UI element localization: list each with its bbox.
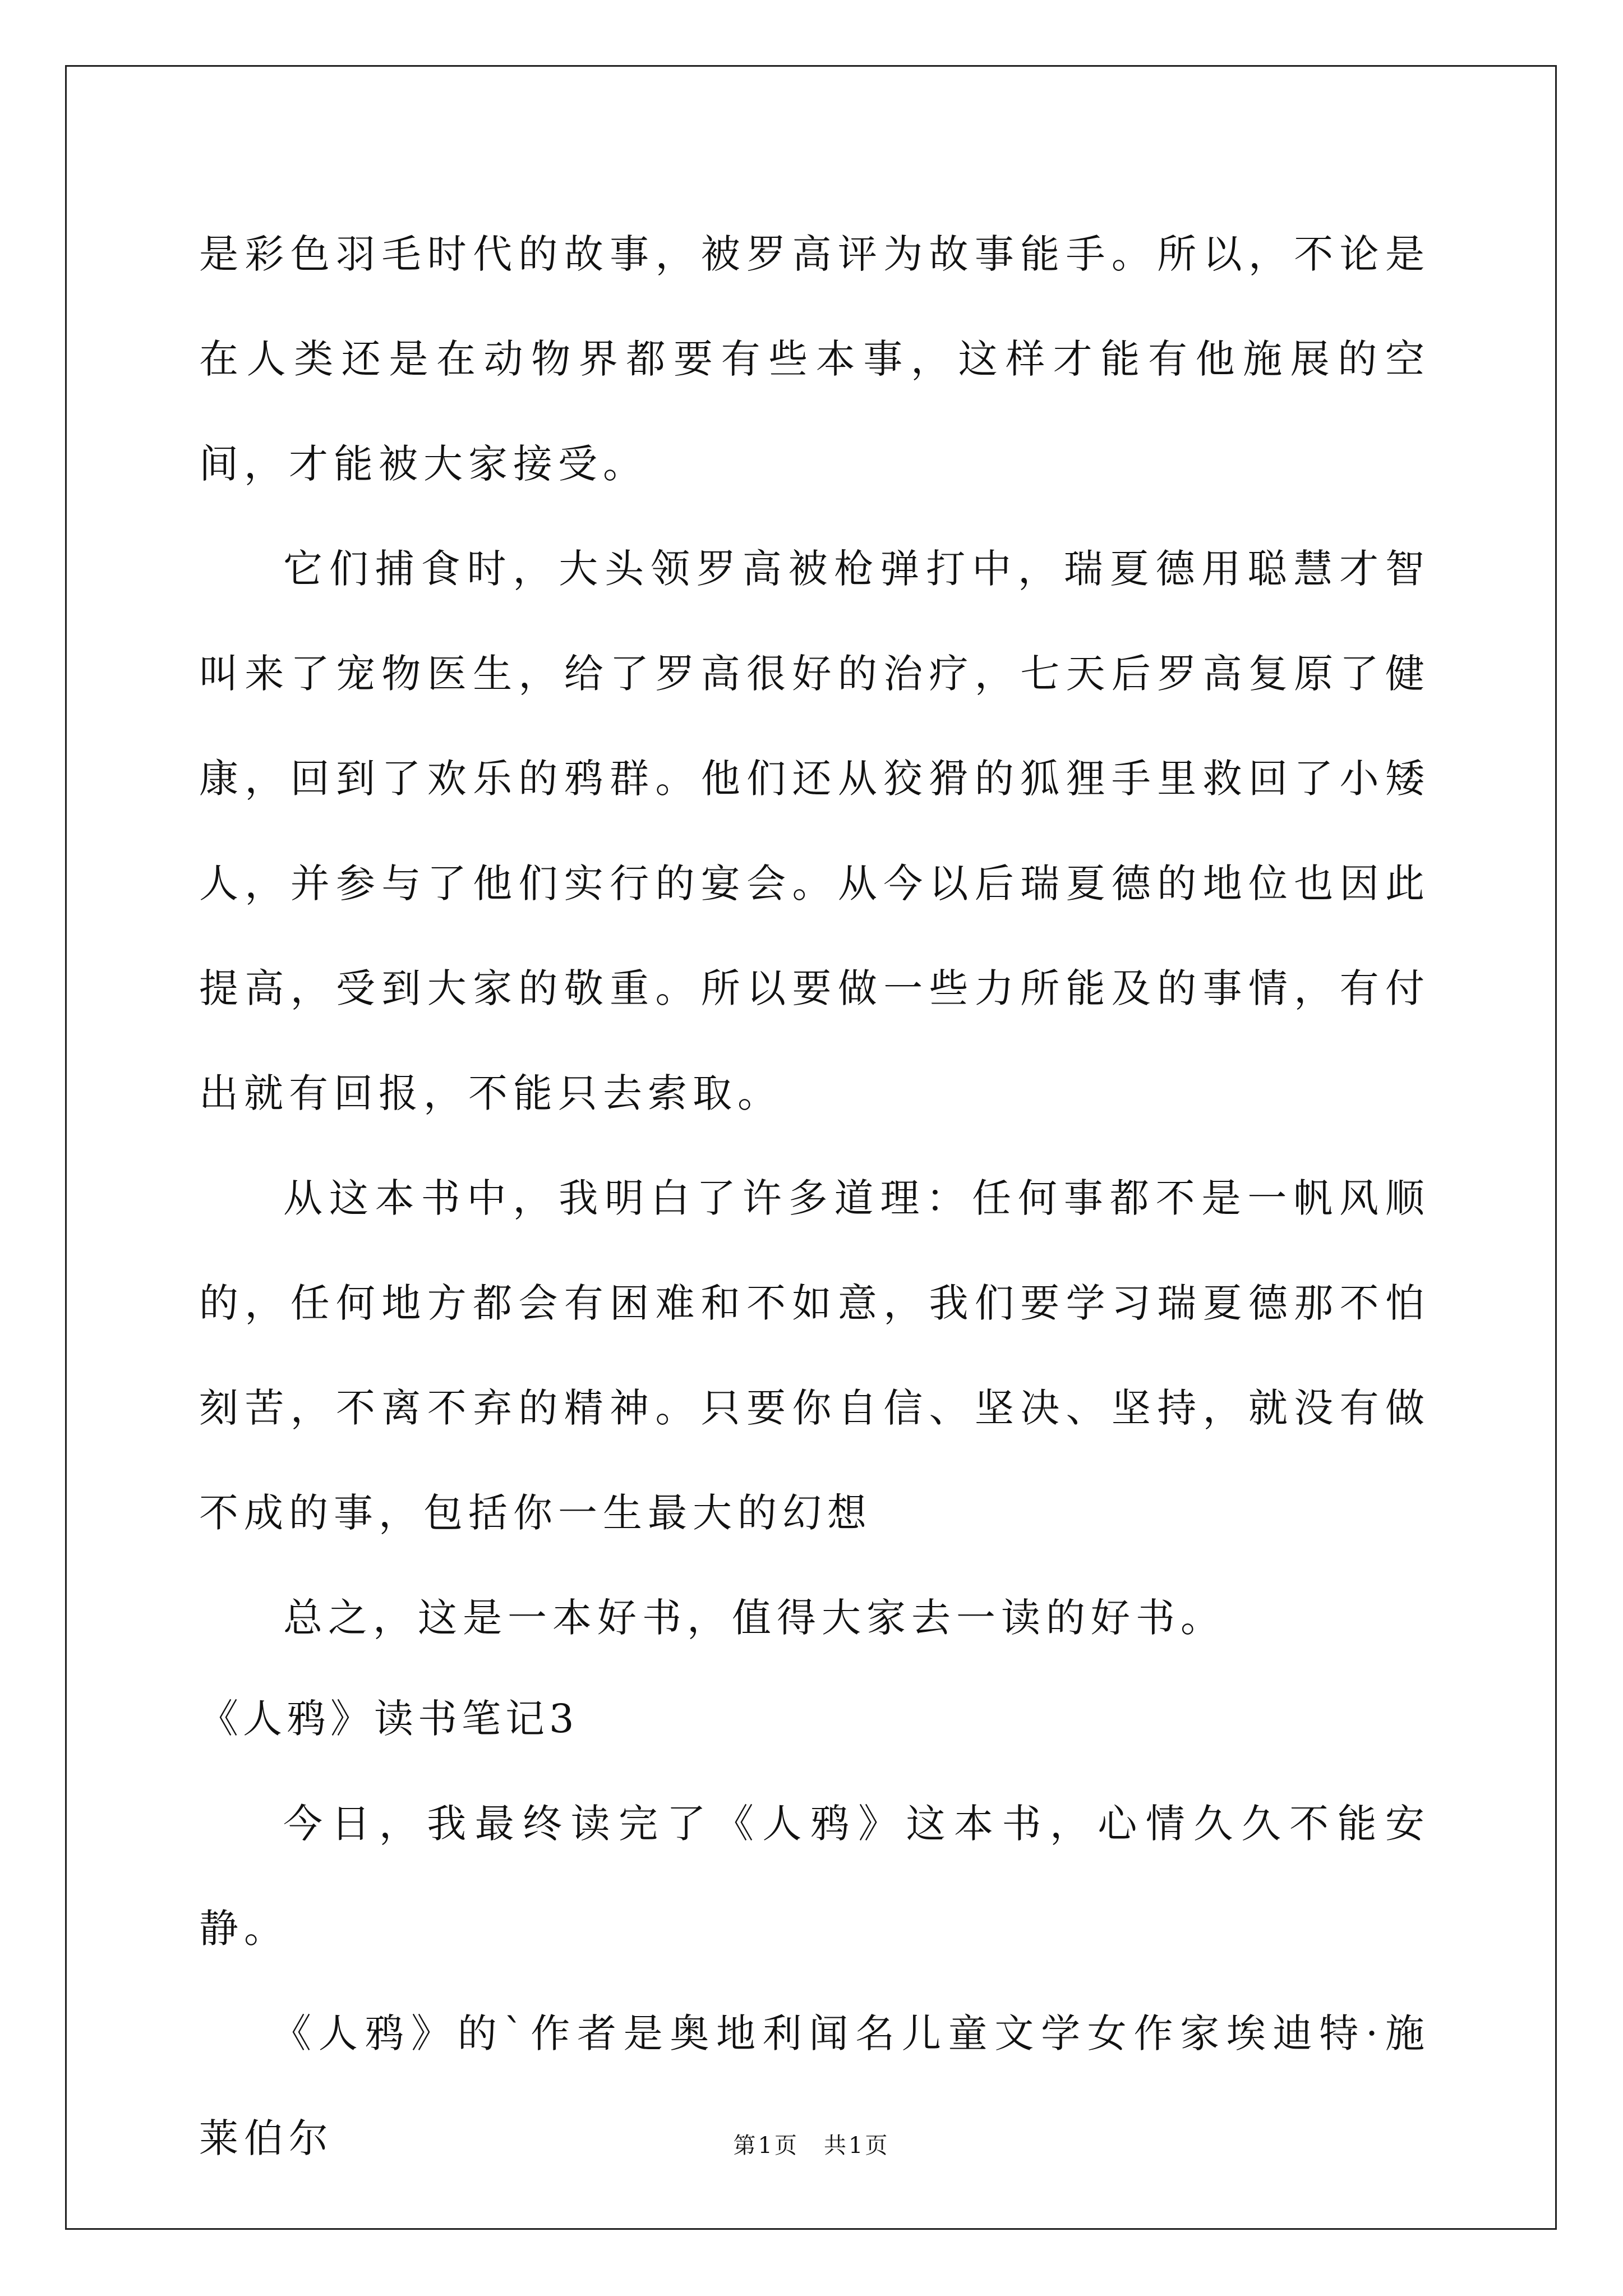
document-body-upper xyxy=(199,202,1430,1671)
paragraph-4: 总之，这是一本好书，值得大家去一读的好书。 xyxy=(283,1595,1225,1641)
paragraph-1: 是彩色羽毛时代的故事，被罗高评为故事能手。所以，不论是在人类还是在动物界都要有些本事，这样才能有他施展的空间，才能被大家接受。 xyxy=(199,231,1430,487)
page-footer: 第1页 共1页 xyxy=(733,2133,890,2159)
paragraph-2: 它们捕食时，大头领罗高被枪弹打中，瑞夏德用聪慧才智叫来了宠物医生，给了罗高很好的治疗，七天后罗高复原了健康，回到了欢乐的鸦群。他们还从狡猾的狐狸手里救回了小矮人，并参与了他们实行的宴会。从今以后瑞夏德的地位也因此提高，受到大家的敬重。所以要做一些力所能及的事情，有付出就有回报，不能只去索取。 xyxy=(199,546,1430,1116)
section-heading: 《人鸦》读书笔记3 xyxy=(199,1696,579,1742)
paragraph-3: 从这本书中，我明白了许多道理：任何事都不是一帆风顺的，任何地方都会有困难和不如意，我们要学习瑞夏德那不怕刻苦，不离不弃的精神。只要你自信、坚决、坚持，就没有做不成的事，包括你一生最大的幻想 xyxy=(199,1175,1430,1536)
document-body-lower xyxy=(199,1772,1430,2191)
paragraph-6: 《人鸦》的`作者是奥地利闻名儿童文学女作家埃迪特·施莱伯尔 xyxy=(199,2010,1430,2161)
paragraph-5: 今日，我最终读完了《人鸦》这本书，心情久久不能安静。 xyxy=(199,1801,1430,1952)
